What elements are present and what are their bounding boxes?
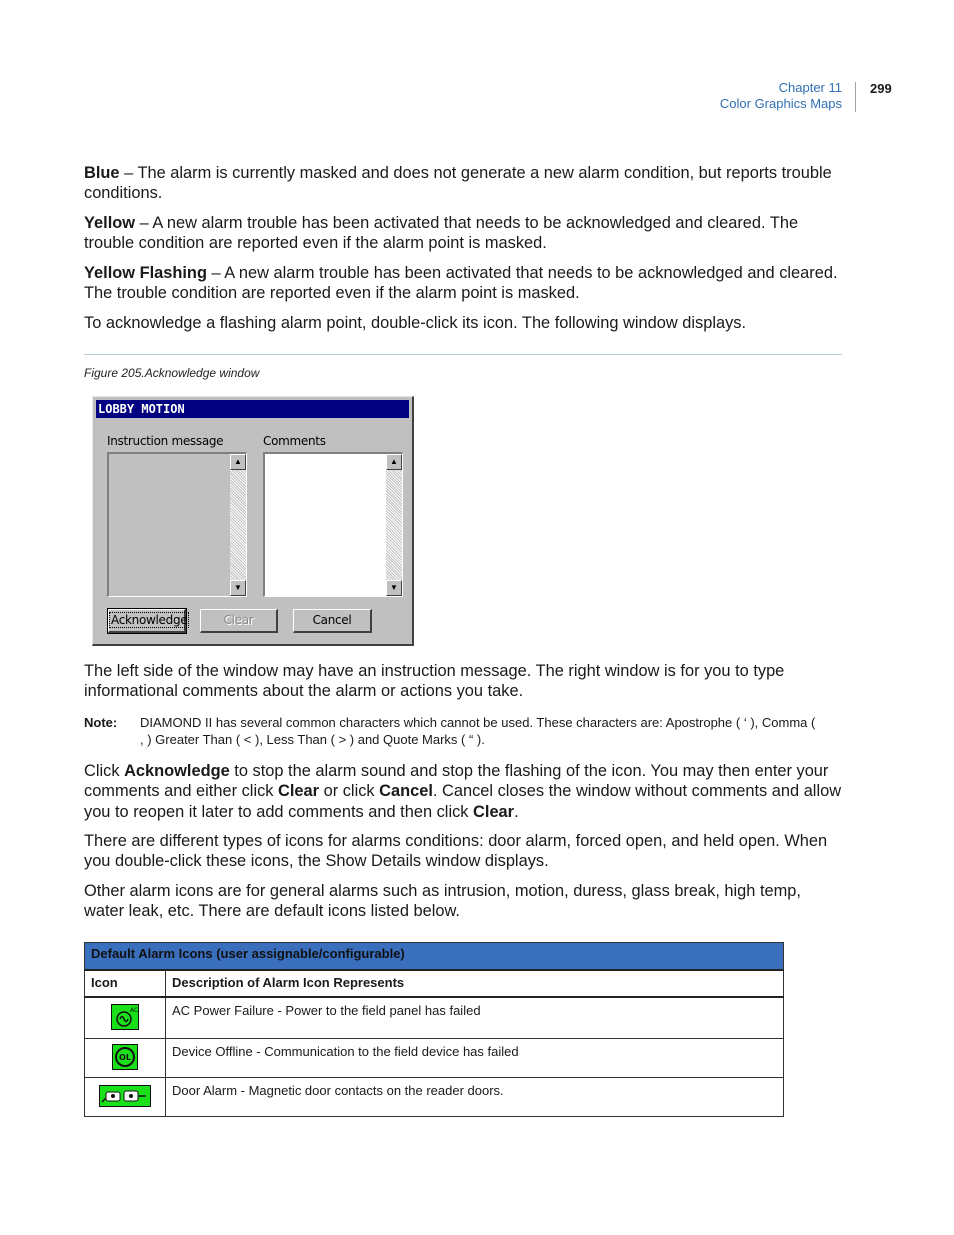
yellow-flashing-paragraph [84,263,844,304]
other-icons-paragraph [84,881,844,922]
ac-icon-label: AC [130,1006,138,1014]
acknowledge-button-label: Acknowledge [111,613,188,627]
click-acknowledge-paragraph [84,761,844,822]
scroll-up-arrow-icon[interactable]: ▲ [230,454,246,470]
blue-paragraph [84,163,844,204]
comments-box[interactable] [263,452,403,597]
click-text-5: . [514,802,519,821]
instruction-message-label: Instruction message [107,434,224,448]
left-side-text: The left side of the window may have an instruction message. The right window is for you to type informational comments about the alarm or actions you take. [84,662,785,701]
icon-column-header: Icon [85,970,166,997]
other-icons-text: Other alarm icons are for general alarms such as intrusion, motion, duress, glass break, high temp, water leak, etc. There are default icons listed below. [84,882,801,921]
cancel-button[interactable]: Cancel [293,609,372,633]
yellow-paragraph [84,213,844,254]
table-cell-description: AC Power Failure - Power to the field panel has failed [166,997,784,1039]
instruction-message-box [107,452,247,597]
door-alarm-icon [99,1085,151,1107]
table-row [85,997,784,1039]
click-text-2: to stop the alarm sound and stop the flashing of the icon. You may then enter your comments and either click [84,762,829,801]
acknowledge-term: Acknowledge [124,762,230,780]
default-alarm-icons-table [84,942,784,1117]
instruction-message-area [109,454,229,596]
scroll-up-arrow-icon[interactable]: ▲ [386,454,402,470]
table-row [85,1039,784,1078]
comments-scrollbar[interactable] [386,454,402,596]
device-offline-icon [112,1044,138,1070]
cancel-term: Cancel [379,782,433,801]
yellow-text: – A new alarm trouble has been activated that needs to be acknowledged and cleared. The trouble condition are reported even if the alarm point is masked. [84,214,799,253]
blue-text: – The alarm is currently masked and does not generate a new alarm condition, but reports trouble conditions. [84,164,832,203]
acknowledge-button[interactable] [108,609,186,633]
yellow-flashing-text: – A new alarm trouble has been activated that needs to be acknowledged and cleared. The trouble condition are reported even if the alarm point is masked. [84,264,838,303]
blue-term: Blue [84,164,120,182]
note-label: Note: [84,715,118,730]
table-cell-description: Door Alarm - Magnetic door contacts on the reader doors. [166,1078,784,1117]
figure-divider [84,354,842,355]
scroll-down-arrow-icon[interactable]: ▼ [230,580,246,596]
icon-types-text: There are different types of icons for alarms conditions: door alarm, forced open, and held open. When you double-click these icons, the Show Details window displays. [84,832,828,871]
running-header [720,80,842,112]
chapter-title: Color Graphics Maps [719,96,842,111]
yellow-term: Yellow [84,214,136,232]
header-divider [855,82,856,112]
icon-cell [85,1039,166,1078]
left-side-paragraph [84,661,844,702]
instruction-scrollbar[interactable] [230,454,246,596]
table-cell-description: Device Offline - Communication to the field device has failed [166,1039,784,1078]
clear-term: Clear [278,782,320,801]
figure-caption: Figure 205.Acknowledge window [84,366,260,380]
comments-label: Comments [263,434,326,448]
click-text-1: Click [84,762,125,780]
table-row [85,1078,784,1117]
ol-icon-label: OL [119,1053,131,1062]
acknowledge-intro [84,313,844,333]
ac-power-failure-icon [111,1004,139,1030]
clear-button[interactable]: Clear [200,609,278,633]
yellow-flashing-term: Yellow Flashing [84,264,207,282]
description-column-header: Description of Alarm Icon Represents [166,970,784,997]
click-text-4: . Cancel closes the window without comments and allow you to reopen it later to add comments and then click [84,782,842,821]
click-text-3: or click [319,782,380,801]
icon-types-paragraph [84,831,844,872]
acknowledge-window [92,396,414,646]
acknowledge-intro-text: To acknowledge a flashing alarm point, double-click its icon. The following window displays. [84,314,747,332]
comments-textarea[interactable] [265,454,385,596]
icon-cell [85,997,166,1039]
page-number: 299 [870,81,892,96]
clear-term-2: Clear [473,802,515,821]
icon-cell [85,1078,166,1117]
note-text: DIAMOND II has several common characters which cannot be used. These characters are: Apostrophe ( ‘ ), Comma ( , ) Greater Than ( < ), Less Than ( > ) and Quote Marks ( “ ). [140,715,816,747]
window-title: LOBBY MOTION [96,400,409,418]
chapter-number: Chapter 11 [778,80,842,95]
scroll-down-arrow-icon[interactable]: ▼ [386,580,402,596]
table-title: Default Alarm Icons (user assignable/configurable) [85,943,784,970]
